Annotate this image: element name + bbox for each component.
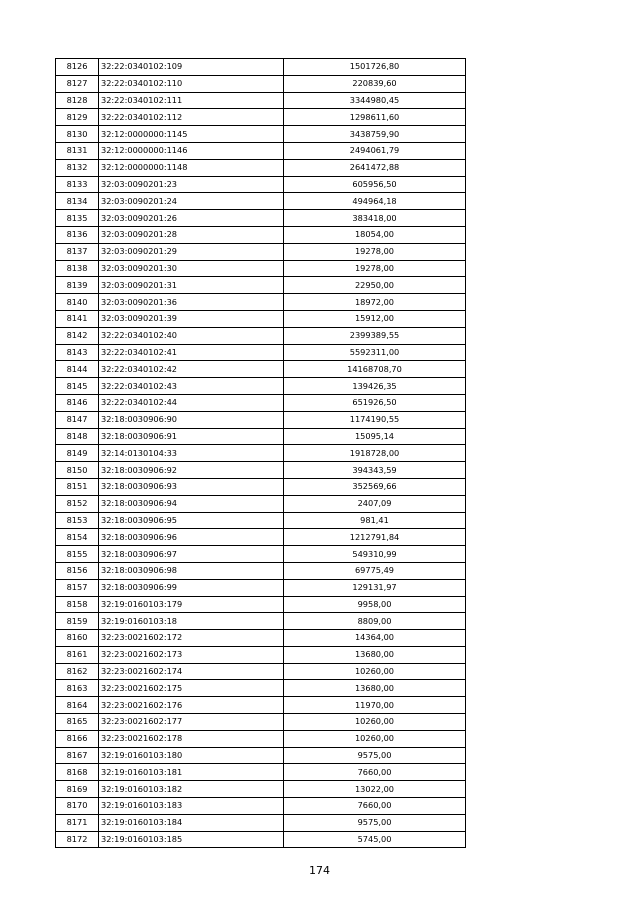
cadastral-number-cell: 32:22:0340102:40: [99, 327, 284, 344]
value-cell: 3438759,90: [284, 126, 466, 143]
row-number-cell: 8127: [56, 75, 99, 92]
row-number-cell: 8136: [56, 226, 99, 243]
table-row: [56, 596, 466, 613]
cadastral-number-cell: 32:22:0340102:41: [99, 344, 284, 361]
value-cell: 220839,60: [284, 75, 466, 92]
row-number-cell: 8129: [56, 109, 99, 126]
cadastral-number-cell: 32:22:0340102:109: [99, 59, 284, 76]
value-cell: 494964,18: [284, 193, 466, 210]
row-number-cell: 8165: [56, 714, 99, 731]
table-row: [56, 814, 466, 831]
cadastral-number-cell: 32:23:0021602:172: [99, 630, 284, 647]
row-number-cell: 8156: [56, 562, 99, 579]
value-cell: 19278,00: [284, 243, 466, 260]
page-number: 174: [309, 864, 330, 877]
row-number-cell: 8154: [56, 529, 99, 546]
value-cell: 129131,97: [284, 579, 466, 596]
table-row: [56, 75, 466, 92]
value-cell: 981,41: [284, 512, 466, 529]
cadastral-number-cell: 32:23:0021602:177: [99, 714, 284, 731]
value-cell: 605956,50: [284, 176, 466, 193]
row-number-cell: 8128: [56, 92, 99, 109]
cadastral-number-cell: 32:18:0030906:90: [99, 411, 284, 428]
table-row: [56, 546, 466, 563]
row-number-cell: 8151: [56, 478, 99, 495]
table-row: [56, 92, 466, 109]
cadastral-number-cell: 32:22:0340102:110: [99, 75, 284, 92]
row-number-cell: 8162: [56, 663, 99, 680]
row-number-cell: 8164: [56, 697, 99, 714]
row-number-cell: 8133: [56, 176, 99, 193]
cadastral-number-cell: 32:22:0340102:111: [99, 92, 284, 109]
value-cell: 69775,49: [284, 562, 466, 579]
row-number-cell: 8167: [56, 747, 99, 764]
row-number-cell: 8138: [56, 260, 99, 277]
cadastral-number-cell: 32:23:0021602:176: [99, 697, 284, 714]
value-cell: 5745,00: [284, 831, 466, 848]
cadastral-number-cell: 32:18:0030906:96: [99, 529, 284, 546]
table-row: [56, 361, 466, 378]
value-cell: 19278,00: [284, 260, 466, 277]
cadastral-number-cell: 32:19:0160103:182: [99, 781, 284, 798]
cadastral-number-cell: 32:03:0090201:23: [99, 176, 284, 193]
row-number-cell: 8166: [56, 730, 99, 747]
cadastral-value-table: [55, 58, 466, 848]
value-cell: 9958,00: [284, 596, 466, 613]
value-cell: 13680,00: [284, 646, 466, 663]
cadastral-number-cell: 32:23:0021602:174: [99, 663, 284, 680]
row-number-cell: 8152: [56, 495, 99, 512]
cadastral-number-cell: 32:12:0000000:1145: [99, 126, 284, 143]
table-row: [56, 529, 466, 546]
cadastral-number-cell: 32:18:0030906:98: [99, 562, 284, 579]
value-cell: 2407,09: [284, 495, 466, 512]
table-row: [56, 630, 466, 647]
table-row: [56, 193, 466, 210]
row-number-cell: 8157: [56, 579, 99, 596]
table-row: [56, 260, 466, 277]
cadastral-number-cell: 32:22:0340102:112: [99, 109, 284, 126]
table-row: [56, 142, 466, 159]
value-cell: 9575,00: [284, 814, 466, 831]
cadastral-number-cell: 32:18:0030906:99: [99, 579, 284, 596]
cadastral-number-cell: 32:19:0160103:183: [99, 798, 284, 815]
row-number-cell: 8145: [56, 378, 99, 395]
row-number-cell: 8172: [56, 831, 99, 848]
table-row: [56, 747, 466, 764]
cadastral-number-cell: 32:14:0130104:33: [99, 445, 284, 462]
table-row: [56, 126, 466, 143]
cadastral-number-cell: 32:19:0160103:181: [99, 764, 284, 781]
row-number-cell: 8147: [56, 411, 99, 428]
cadastral-number-cell: 32:03:0090201:36: [99, 294, 284, 311]
value-cell: 1212791,84: [284, 529, 466, 546]
cadastral-number-cell: 32:03:0090201:31: [99, 277, 284, 294]
cadastral-number-cell: 32:03:0090201:28: [99, 226, 284, 243]
cadastral-number-cell: 32:03:0090201:29: [99, 243, 284, 260]
cadastral-number-cell: 32:12:0000000:1148: [99, 159, 284, 176]
row-number-cell: 8142: [56, 327, 99, 344]
value-cell: 139426,35: [284, 378, 466, 395]
value-cell: 10260,00: [284, 714, 466, 731]
value-cell: 2641472,88: [284, 159, 466, 176]
row-number-cell: 8159: [56, 613, 99, 630]
cadastral-number-cell: 32:18:0030906:91: [99, 428, 284, 445]
value-cell: 13022,00: [284, 781, 466, 798]
table-row: [56, 327, 466, 344]
table-row: [56, 663, 466, 680]
row-number-cell: 8149: [56, 445, 99, 462]
value-cell: 394343,59: [284, 462, 466, 479]
table-row: [56, 226, 466, 243]
value-cell: 10260,00: [284, 730, 466, 747]
value-cell: 549310,99: [284, 546, 466, 563]
cadastral-number-cell: 32:23:0021602:173: [99, 646, 284, 663]
value-cell: 11970,00: [284, 697, 466, 714]
value-cell: 18054,00: [284, 226, 466, 243]
cadastral-number-cell: 32:19:0160103:184: [99, 814, 284, 831]
row-number-cell: 8139: [56, 277, 99, 294]
value-cell: 2399389,55: [284, 327, 466, 344]
row-number-cell: 8135: [56, 210, 99, 227]
value-cell: 8809,00: [284, 613, 466, 630]
value-cell: 15912,00: [284, 310, 466, 327]
row-number-cell: 8153: [56, 512, 99, 529]
row-number-cell: 8134: [56, 193, 99, 210]
value-cell: 7660,00: [284, 798, 466, 815]
table-row: [56, 176, 466, 193]
row-number-cell: 8148: [56, 428, 99, 445]
row-number-cell: 8126: [56, 59, 99, 76]
table-body: [56, 59, 466, 848]
row-number-cell: 8155: [56, 546, 99, 563]
value-cell: 14364,00: [284, 630, 466, 647]
value-cell: 1298611,60: [284, 109, 466, 126]
cadastral-number-cell: 32:22:0340102:42: [99, 361, 284, 378]
table-row: [56, 277, 466, 294]
cadastral-number-cell: 32:12:0000000:1146: [99, 142, 284, 159]
value-cell: 7660,00: [284, 764, 466, 781]
row-number-cell: 8143: [56, 344, 99, 361]
row-number-cell: 8158: [56, 596, 99, 613]
row-number-cell: 8160: [56, 630, 99, 647]
value-cell: 651926,50: [284, 394, 466, 411]
table-row: [56, 159, 466, 176]
cadastral-number-cell: 32:18:0030906:95: [99, 512, 284, 529]
cadastral-number-cell: 32:03:0090201:26: [99, 210, 284, 227]
table-row: [56, 478, 466, 495]
value-cell: 9575,00: [284, 747, 466, 764]
row-number-cell: 8131: [56, 142, 99, 159]
value-cell: 5592311,00: [284, 344, 466, 361]
table-row: [56, 613, 466, 630]
table-row: [56, 714, 466, 731]
row-number-cell: 8163: [56, 680, 99, 697]
row-number-cell: 8168: [56, 764, 99, 781]
table-row: [56, 697, 466, 714]
value-cell: 1501726,80: [284, 59, 466, 76]
cadastral-number-cell: 32:19:0160103:180: [99, 747, 284, 764]
row-number-cell: 8170: [56, 798, 99, 815]
cadastral-number-cell: 32:18:0030906:94: [99, 495, 284, 512]
value-cell: 13680,00: [284, 680, 466, 697]
value-cell: 18972,00: [284, 294, 466, 311]
cadastral-number-cell: 32:22:0340102:43: [99, 378, 284, 395]
row-number-cell: 8171: [56, 814, 99, 831]
row-number-cell: 8130: [56, 126, 99, 143]
cadastral-number-cell: 32:19:0160103:18: [99, 613, 284, 630]
row-number-cell: 8146: [56, 394, 99, 411]
value-cell: 2494061,79: [284, 142, 466, 159]
value-cell: 14168708,70: [284, 361, 466, 378]
table-row: [56, 294, 466, 311]
value-cell: 10260,00: [284, 663, 466, 680]
table-row: [56, 730, 466, 747]
table-row: [56, 495, 466, 512]
table-row: [56, 59, 466, 76]
value-cell: 1918728,00: [284, 445, 466, 462]
row-number-cell: 8144: [56, 361, 99, 378]
row-number-cell: 8150: [56, 462, 99, 479]
table-row: [56, 411, 466, 428]
cadastral-number-cell: 32:18:0030906:93: [99, 478, 284, 495]
table-row: [56, 462, 466, 479]
table-row: [56, 764, 466, 781]
table-row: [56, 109, 466, 126]
cadastral-number-cell: 32:03:0090201:39: [99, 310, 284, 327]
table-row: [56, 579, 466, 596]
cadastral-number-cell: 32:18:0030906:92: [99, 462, 284, 479]
cadastral-number-cell: 32:19:0160103:179: [99, 596, 284, 613]
table-row: [56, 680, 466, 697]
row-number-cell: 8132: [56, 159, 99, 176]
table-row: [56, 562, 466, 579]
row-number-cell: 8169: [56, 781, 99, 798]
cadastral-number-cell: 32:18:0030906:97: [99, 546, 284, 563]
table-row: [56, 831, 466, 848]
table-row: [56, 394, 466, 411]
row-number-cell: 8137: [56, 243, 99, 260]
value-cell: 1174190,55: [284, 411, 466, 428]
cadastral-number-cell: 32:23:0021602:175: [99, 680, 284, 697]
table-row: [56, 428, 466, 445]
table-row: [56, 344, 466, 361]
row-number-cell: 8141: [56, 310, 99, 327]
value-cell: 383418,00: [284, 210, 466, 227]
table-row: [56, 445, 466, 462]
table-row: [56, 646, 466, 663]
table-row: [56, 243, 466, 260]
table-row: [56, 210, 466, 227]
row-number-cell: 8140: [56, 294, 99, 311]
value-cell: 22950,00: [284, 277, 466, 294]
cadastral-number-cell: 32:03:0090201:24: [99, 193, 284, 210]
cadastral-number-cell: 32:19:0160103:185: [99, 831, 284, 848]
table-row: [56, 798, 466, 815]
cadastral-number-cell: 32:23:0021602:178: [99, 730, 284, 747]
table-row: [56, 512, 466, 529]
table-row: [56, 378, 466, 395]
value-cell: 15095,14: [284, 428, 466, 445]
value-cell: 352569,66: [284, 478, 466, 495]
table-row: [56, 310, 466, 327]
cadastral-number-cell: 32:03:0090201:30: [99, 260, 284, 277]
cadastral-number-cell: 32:22:0340102:44: [99, 394, 284, 411]
row-number-cell: 8161: [56, 646, 99, 663]
value-cell: 3344980,45: [284, 92, 466, 109]
table-row: [56, 781, 466, 798]
